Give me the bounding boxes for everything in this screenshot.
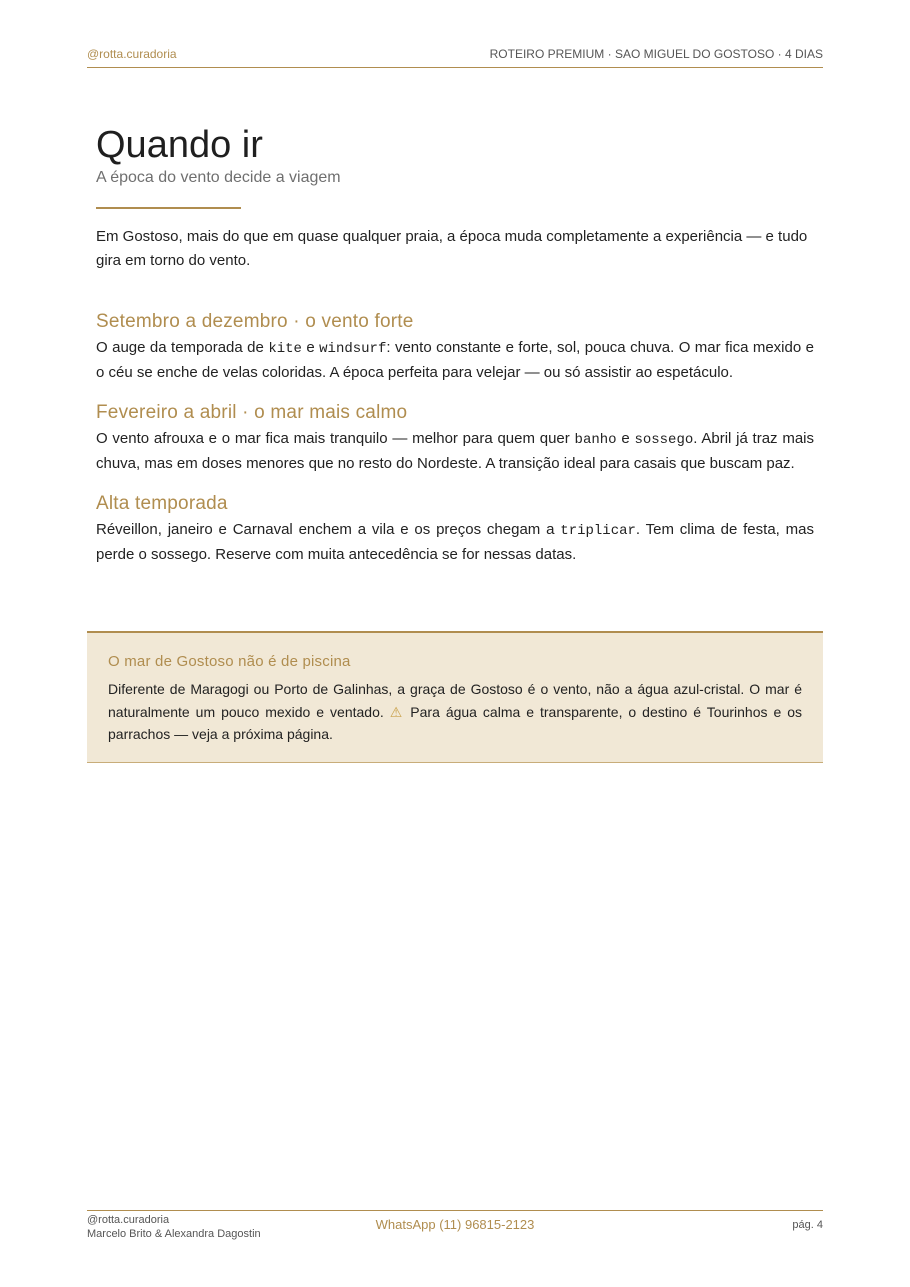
- page-number: pág. 4: [792, 1219, 823, 1231]
- callout-body: [108, 678, 802, 746]
- section-setembro-dezembro: [96, 310, 814, 385]
- section-heading: Setembro a dezembro · o vento forte: [96, 311, 414, 332]
- body-text: Diferente de Maragogi ou Porto de Galinhas, a graça de Gostoso é o vento, não a água azul-cristal. O mar é naturalmente um pouco mexido e ventado.: [108, 681, 802, 720]
- body-text: . Abril já traz mais chuva, mas em doses menores que no resto do Nordeste. A transição ideal para casais que buscam paz.: [96, 430, 814, 472]
- section-fevereiro-abril: [96, 401, 814, 476]
- section-heading: Fevereiro a abril · o mar mais calmo: [96, 402, 408, 423]
- body-text: O vento afrouxa e o mar fica mais tranquilo — melhor para quem quer: [96, 430, 575, 447]
- page-title: Quando ir: [96, 124, 263, 166]
- callout-box: [87, 631, 823, 763]
- header-brand: @rotta.curadoria: [87, 47, 177, 61]
- footer-authors: Marcelo Brito & Alexandra Dagostin: [87, 1228, 261, 1240]
- body-text: Réveillon, janeiro e Carnaval enchem a vila e os preços chegam a: [96, 521, 561, 538]
- highlight-term: triplicar: [560, 523, 636, 539]
- section-heading: Alta temporada: [96, 493, 228, 514]
- title-divider: [96, 207, 241, 209]
- highlight-term: sossego: [634, 432, 694, 448]
- body-text: Para água calma e transparente, o destino é Tourinhos e os parrachos — veja a próxima página.: [108, 703, 802, 742]
- callout-title: O mar de Gostoso não é de piscina: [108, 653, 351, 670]
- body-text: e: [301, 339, 320, 356]
- highlight-term: kite: [268, 341, 302, 357]
- section-body: [96, 336, 814, 385]
- footer-contact: WhatsApp (11) 96815-2123: [375, 1217, 535, 1232]
- highlight-term: banho: [574, 432, 617, 448]
- highlight-term: windsurf: [319, 341, 387, 357]
- page-header: [87, 46, 823, 68]
- warning-icon: ⚠: [389, 703, 405, 720]
- page-subtitle: A época do vento decide a viagem: [96, 169, 341, 186]
- main-content: [96, 122, 814, 567]
- footer-handle: @rotta.curadoria: [87, 1214, 170, 1226]
- header-document-label: ROTEIRO PREMIUM · SAO MIGUEL DO GOSTOSO · 4 DIAS: [489, 47, 823, 61]
- intro-paragraph: Em Gostoso, mais do que em quase qualquer praia, a época muda completamente a experiência — e tudo gira em torno do vento.: [96, 228, 808, 269]
- page-footer: [87, 1210, 823, 1251]
- body-text: e: [616, 430, 635, 447]
- body-text: O auge da temporada de: [96, 339, 269, 356]
- section-alta-temporada: [96, 492, 814, 567]
- section-body: [96, 518, 814, 567]
- section-body: [96, 427, 814, 476]
- body-text: : vento constante e forte, sol, pouca chuva. O mar fica mexido e o céu se enche de velas coloridas. A época perfeita para velejar — ou só assistir ao espetáculo.: [96, 339, 814, 381]
- body-text: . Tem clima de festa, mas perde o sossego. Reserve com muita antecedência se for nessas datas.: [96, 521, 814, 563]
